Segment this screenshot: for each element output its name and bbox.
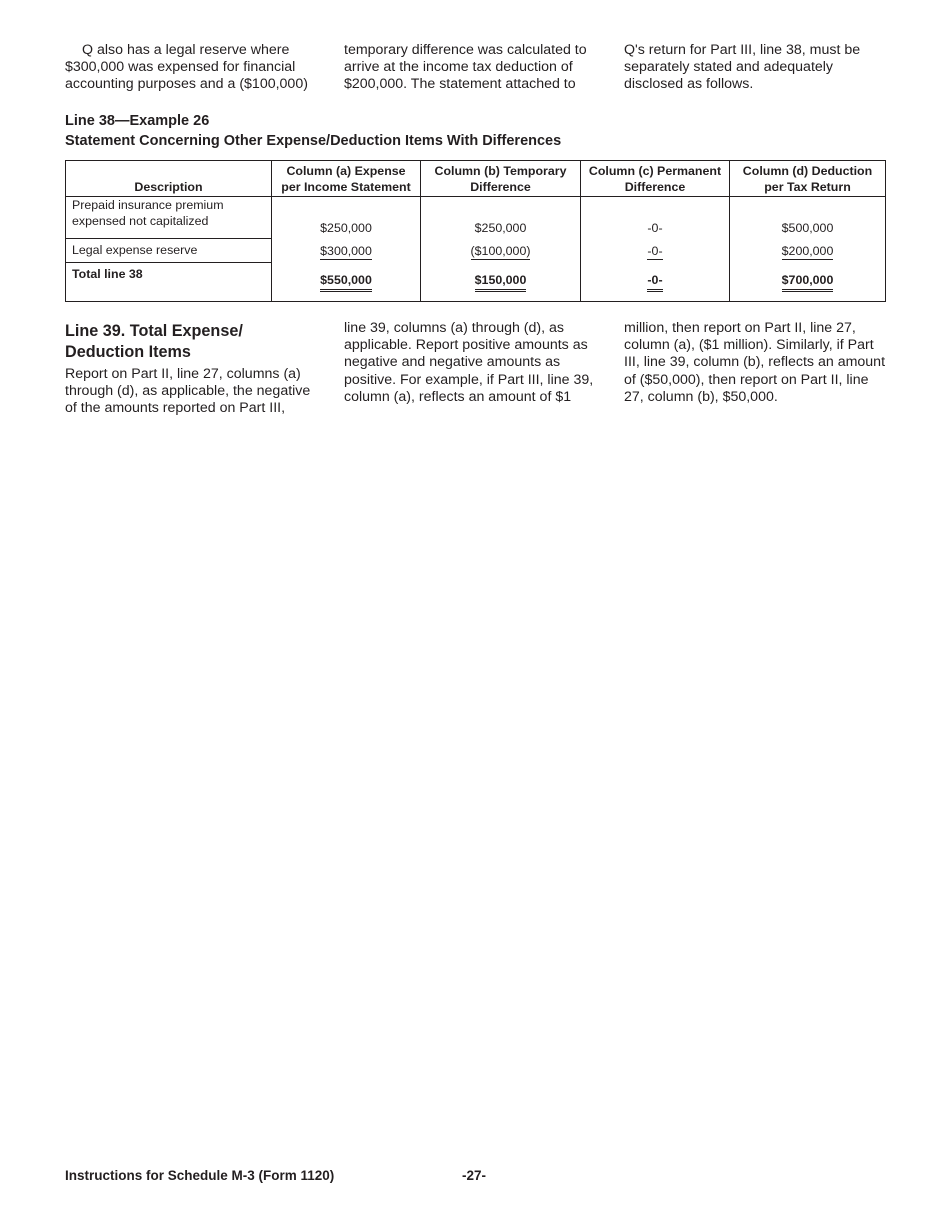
table-total-row (66, 262, 886, 302)
cell-column-d (730, 238, 886, 262)
statement-table (65, 160, 886, 302)
cell-column-b (421, 262, 581, 302)
table-row (66, 197, 886, 239)
section39-column-2 (344, 320, 599, 406)
intro-paragraph-3: Q's return for Part III, line 38, must be separately stated and adequately disclosed as follows. (624, 42, 861, 93)
header-column-c: Column (c) Permanent Difference (581, 161, 730, 197)
cell-column-d (730, 262, 886, 302)
table-header-row (66, 161, 886, 197)
value: $250,000 (320, 221, 372, 235)
value: -0- (647, 244, 663, 258)
section39-paragraph-2: line 39, columns (a) through (d), as applicable. Report positive amounts as negative and negative amounts as positive. For example, if Part III, line 39, column (a), reflects an amount of $1 (344, 320, 594, 405)
header-description: Description (66, 161, 272, 197)
cell-column-a (272, 197, 421, 239)
example-title: Line 38—Example 26 (65, 113, 210, 129)
cell-column-b (421, 238, 581, 262)
header-column-d: Column (d) Deduction per Tax Return (730, 161, 886, 197)
header-column-a: Column (a) Expense per Income Statement (272, 161, 421, 197)
cell-column-c (581, 262, 730, 302)
value: $200,000 (781, 244, 834, 258)
intro-column-1 (65, 42, 323, 94)
cell-column-c (581, 197, 730, 239)
value: $300,000 (320, 244, 372, 258)
footer-page-number: -27- (462, 1168, 487, 1183)
section39-paragraph-1: Report on Part II, line 27, columns (a) through (d), as applicable, the negative of the amounts reported on Part III, (65, 366, 311, 417)
intro-paragraph-1: Q also has a legal reserve where $300,000 was expensed for financial accounting purposes and a ($100,000) (65, 42, 308, 93)
value: -0- (647, 221, 663, 235)
value: $150,000 (475, 273, 527, 292)
cell-column-d (730, 197, 886, 239)
footer-form-title: Instructions for Schedule M-3 (Form 1120) (65, 1168, 335, 1183)
value: -0- (647, 273, 662, 292)
header-column-b: Column (b) Temporary Difference (421, 161, 581, 197)
example-subtitle: Statement Concerning Other Expense/Deduction Items With Differences (65, 133, 562, 149)
section39-column-1 (65, 321, 323, 418)
table-row (66, 238, 886, 262)
value: ($100,000) (470, 244, 531, 258)
cell-column-a (272, 238, 421, 262)
intro-column-3 (624, 42, 879, 94)
value: $550,000 (320, 273, 372, 292)
value: $700,000 (782, 273, 834, 292)
section39-paragraph-3: million, then report on Part II, line 27, column (a), ($1 million). Similarly, if Part III, line 39, column (b), reflects an amount of ($50,000), then report on Part II, line 27, column (b), $50,000. (624, 320, 886, 405)
value: $250,000 (474, 221, 527, 235)
section39-column-3 (624, 320, 886, 406)
section39-heading: Line 39. Total Expense/ Deduction Items (65, 322, 243, 361)
cell-column-a (272, 262, 421, 302)
value: $500,000 (781, 221, 834, 235)
intro-paragraph-2: temporary difference was calculated to arrive at the income tax deduction of $200,000. The statement attached to (344, 42, 587, 93)
cell-column-c (581, 238, 730, 262)
cell-column-b (421, 197, 581, 239)
example-heading (65, 111, 561, 151)
row-description: Total line 38 (66, 262, 272, 302)
row-description: Prepaid insurance premium expensed not capitalized (66, 197, 272, 239)
row-description: Legal expense reserve (66, 238, 272, 262)
intro-column-2 (344, 42, 599, 94)
